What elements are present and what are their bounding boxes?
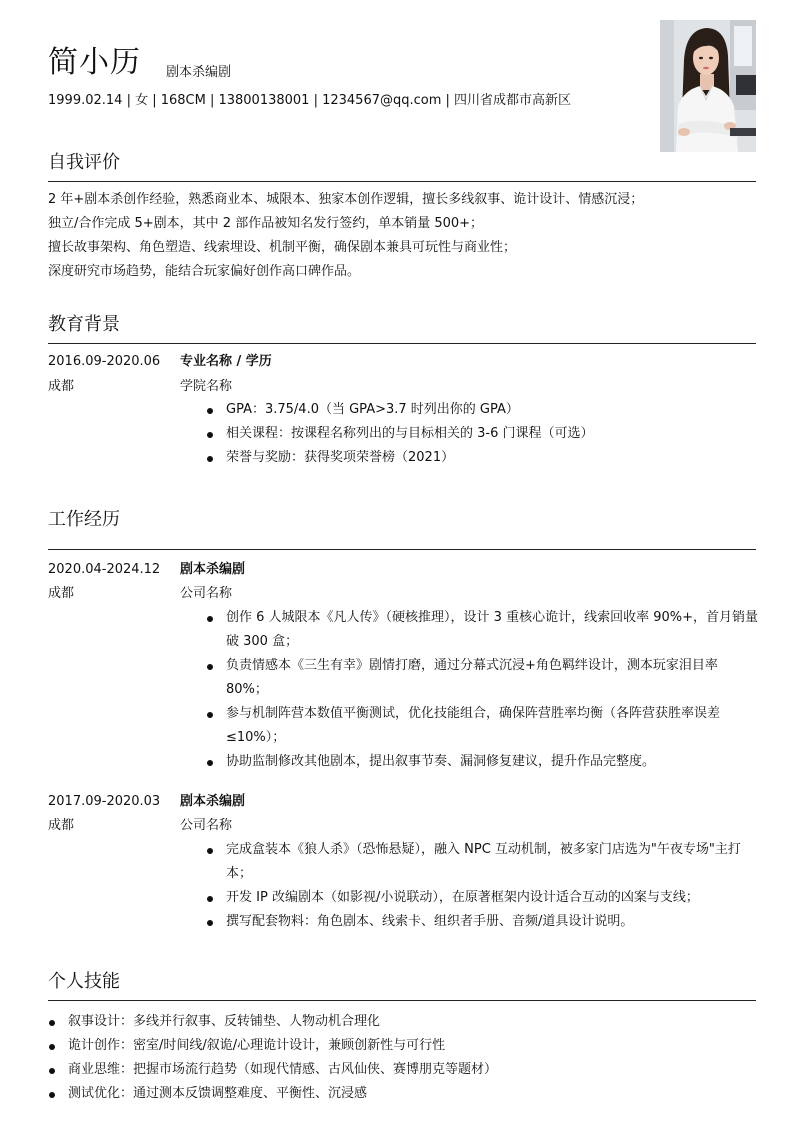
self-eval-line: 擅长故事架构、角色塑造、线索埋设、机制平衡，确保剧本兼具可玩性与商业性；: [48, 240, 517, 255]
job-date: 2017.09-2020.03: [48, 794, 161, 809]
section-title-work: 工作经历: [48, 509, 120, 530]
education-date: 2016.09-2020.06: [48, 354, 161, 369]
list-item: 创作 6 人城限本《凡人传》（硬核推理），设计 3 重核心诡计，线索回收率 90%+，首月销量破 300 盒；: [226, 606, 758, 654]
job-details: [226, 606, 758, 774]
section-title-self-evaluation: 自我评价: [48, 152, 120, 173]
list-item: 负责情感本《三生有幸》剧情打磨，通过分幕式沉浸+角色羁绊设计，测本玩家泪目率 80%；: [226, 654, 758, 702]
list-item: 参与机制阵营本数值平衡测试，优化技能组合，确保阵营胜率均衡（各阵营获胜率误差≤10%）；: [226, 702, 758, 750]
job-location: 成都: [48, 818, 75, 833]
job-details: [226, 838, 758, 934]
list-item: GPA：3.75/4.0（当 GPA>3.7 时列出你的 GPA）: [226, 398, 758, 422]
section-divider: [48, 549, 756, 550]
contact-info: 1999.02.14 | 女 | 168CM | 13800138001 | 1234567@qq.com | 四川省成都市高新区: [48, 93, 572, 108]
section-title-skills: 个人技能: [48, 971, 120, 992]
candidate-name: 简小历: [48, 45, 141, 80]
job-role: 剧本杀编剧: [180, 794, 246, 809]
list-item: 荣誉与奖励：获得奖项荣誉榜（2021）: [226, 446, 758, 470]
education-major: 专业名称 / 学历: [180, 354, 272, 369]
section-title-education: 教育背景: [48, 314, 120, 335]
list-item: 撰写配套物料：角色剧本、线索卡、组织者手册、音频/道具设计说明。: [226, 910, 758, 934]
job-company: 公司名称: [180, 818, 233, 833]
job-role: 剧本杀编剧: [180, 562, 246, 577]
list-item: 商业思维：把握市场流行趋势（如现代情感、古风仙侠、赛博朋克等题材）: [68, 1058, 758, 1082]
self-eval-line: 深度研究市场趋势，能结合玩家偏好创作高口碑作品。: [48, 264, 361, 279]
profile-photo: [660, 20, 756, 152]
list-item: 完成盒装本《狼人杀》（恐怖悬疑），融入 NPC 互动机制，被多家门店选为"午夜专场"主打本；: [226, 838, 758, 886]
list-item: 开发 IP 改编剧本（如影视/小说联动），在原著框架内设计适合互动的凶案与支线；: [226, 886, 758, 910]
self-eval-line: 2 年+剧本杀创作经验，熟悉商业本、城限本、独家本创作逻辑，擅长多线叙事、诡计设计、情感沉浸；: [48, 192, 644, 207]
job-company: 公司名称: [180, 586, 233, 601]
section-divider: [48, 1000, 756, 1001]
education-details: [226, 398, 758, 470]
job-title: 剧本杀编剧: [166, 65, 232, 80]
education-school: 学院名称: [180, 379, 233, 394]
self-eval-line: 独立/合作完成 5+剧本，其中 2 部作品被知名发行签约，单本销量 500+；: [48, 216, 484, 231]
section-divider: [48, 181, 756, 182]
skills-list: [68, 1010, 758, 1106]
job-date: 2020.04-2024.12: [48, 562, 161, 577]
list-item: 测试优化：通过测本反馈调整难度、平衡性、沉浸感: [68, 1082, 758, 1106]
list-item: 叙事设计：多线并行叙事、反转铺垫、人物动机合理化: [68, 1010, 758, 1034]
education-location: 成都: [48, 379, 75, 394]
job-location: 成都: [48, 586, 75, 601]
list-item: 诡计创作：密室/时间线/叙诡/心理诡计设计，兼顾创新性与可行性: [68, 1034, 758, 1058]
list-item: 相关课程：按课程名称列出的与目标相关的 3-6 门课程（可选）: [226, 422, 758, 446]
list-item: 协助监制修改其他剧本，提出叙事节奏、漏洞修复建议，提升作品完整度。: [226, 750, 758, 774]
section-divider: [48, 343, 756, 344]
